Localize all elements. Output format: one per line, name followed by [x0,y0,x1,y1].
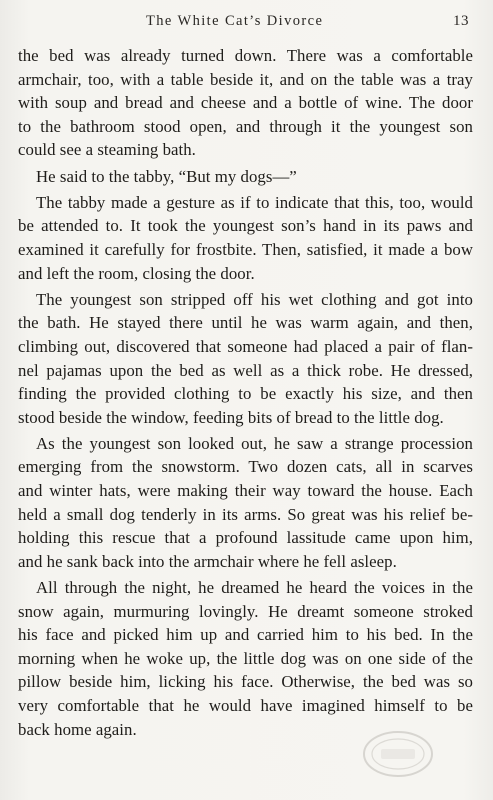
text-line: stood beside the window, feeding bits of bread to the little dog. [18,407,444,427]
paragraph [18,44,473,162]
paragraph [18,191,473,285]
text-line: back home again. [18,719,137,739]
text-line: could see a steaming bath. [18,140,196,160]
text-line: As the youngest son looked out, he saw a strange procession [36,433,473,453]
text-line: and left the room, closing the door. [18,263,255,283]
text-line: All through the night, he dreamed he heard the voices in the [36,578,473,598]
running-head: The White Cat’s Divorce [146,13,324,29]
text-line: very comfortable that he would have imagined himself to be [18,696,473,715]
text-line: and winter hats, were making their way toward the house. Each [18,481,473,501]
text-line: to the bathroom stood open, and through it the youngest son [18,116,473,136]
paragraph [18,165,473,189]
text-line: his face and picked him up and carried him to his bed. In the [18,625,473,645]
text-line: the bath. He stayed there until he was warm again, and then, [18,313,473,333]
text-line: be attended to. It took the youngest son’s hand in its paws and [18,216,473,236]
text-line: holding this rescue that a profound lassitude came upon him, [18,528,473,548]
paragraph [18,432,473,574]
text-line: snow again, murmuring lovingly. He dreamt someone stroked [18,601,473,621]
text-line: the bed was already turned down. There was a comfortable [18,46,473,65]
paragraph [18,288,473,430]
text-line: He said to the tabby, “But my dogs—” [36,166,297,186]
text-line: with soup and bread and cheese and a bottle of wine. The door [18,93,473,113]
page-number: 13 [453,13,469,29]
paragraph [18,576,473,741]
text-line: nel pajamas upon the bed as well as a thick robe. He dressed, [18,360,473,380]
text-line: and he sank back into the armchair where he fell asleep. [18,551,397,571]
text-line: pillow beside him, licking his face. Otherwise, the bed was so [18,672,473,692]
text-line: The youngest son stripped off his wet clothing and got into [36,289,473,309]
text-line: climbing out, discovered that someone had placed a pair of flan- [18,336,473,356]
text-line: held a small dog tenderly in its arms. So great was his relief be- [18,504,473,524]
text-line: The tabby made a gesture as if to indicate that this, too, would [36,192,473,212]
text-line: emerging from the snowstorm. Two dozen cats, all in scarves [18,457,473,477]
body-text [18,44,473,744]
text-line: morning when he woke up, the little dog was on one side of the [18,648,473,668]
text-line: examined it carefully for frostbite. Then, satisfied, it made a bow [18,239,473,259]
text-line: finding the provided clothing to be exactly his size, and then [18,384,473,404]
text-line: armchair, too, with a table beside it, and on the table was a tray [18,69,473,89]
